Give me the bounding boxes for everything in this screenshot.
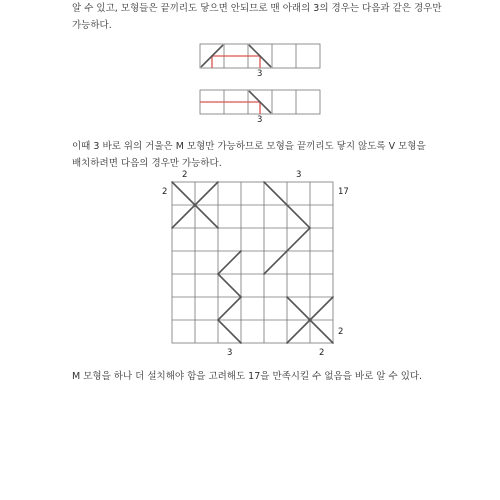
figure-a-light-path [212, 56, 260, 68]
figure-a [200, 44, 320, 79]
paragraph-1-line-2: 가능하다. [72, 20, 112, 31]
paragraph-3-line-1: M 모형을 하나 더 설치해야 함을 고려해도 17을 만족시킬 수 없음을 바로 알 수 있다. [72, 371, 423, 382]
label-top-right: 3 [296, 170, 302, 180]
paragraph-3 [72, 368, 452, 385]
paragraph-2-line-1: 이때 3 바로 위의 거울은 M 모형만 가능하므로 모형을 끝끼리도 닿지 않도록 V 모형을 [72, 141, 426, 152]
label-right-bottom: 2 [338, 327, 344, 337]
paragraph-2-line-2: 배치하려면 다음의 경우만 가능하다. [72, 158, 222, 169]
big-grid [162, 170, 349, 358]
label-bottom-left: 3 [227, 348, 233, 358]
label-right-top: 17 [338, 187, 349, 197]
label-top-left: 2 [182, 170, 188, 180]
label-bottom-right: 2 [319, 348, 325, 358]
figure-b-light-path [200, 102, 260, 114]
figure-b-label: 3 [257, 115, 263, 125]
figure-b [200, 90, 320, 125]
paragraph-1-line-1: 알 수 있고, 모형들은 끝끼리도 닿으면 안되므로 맨 아래의 3의 경우는 다음과 같은 경우만 [72, 3, 442, 14]
label-left: 2 [162, 187, 168, 197]
paragraph-2 [72, 138, 452, 172]
figure-a-label: 3 [257, 69, 263, 79]
